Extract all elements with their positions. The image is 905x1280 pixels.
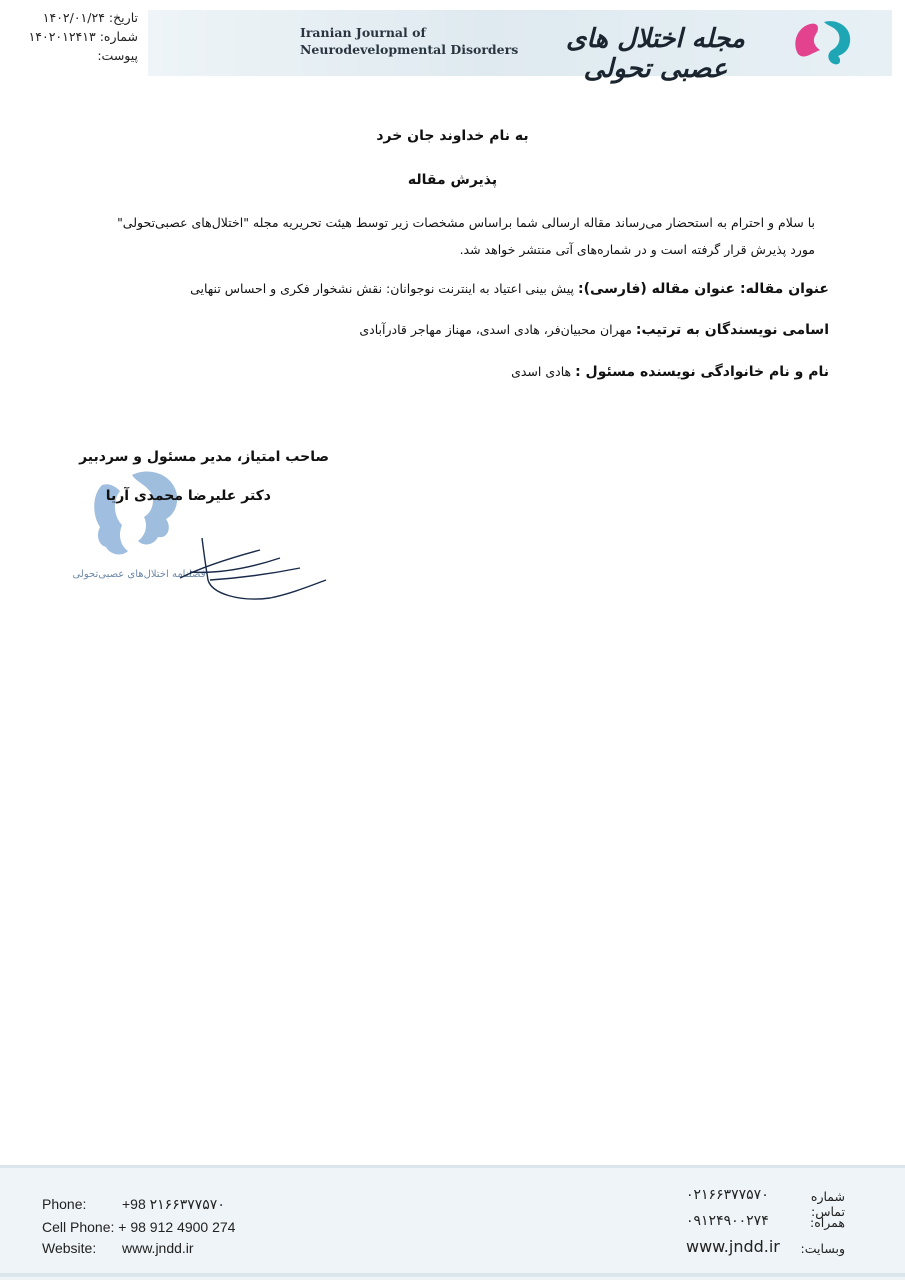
footer-phone-row bbox=[42, 1196, 225, 1213]
journal-logo-icon bbox=[790, 14, 860, 70]
attachment-row bbox=[20, 46, 138, 65]
footer-cell-label: Cell Phone: bbox=[42, 1219, 115, 1235]
footer-fa-website-link[interactable]: www.jndd.ir bbox=[686, 1237, 780, 1256]
article-title-value: پیش بینی اعتیاد به اینترنت نوجوانان: نقش نشخوار فکری و احساس تنهایی bbox=[190, 281, 578, 296]
footer-cell-row bbox=[42, 1219, 235, 1235]
signatory-role: صاحب امتیاز، مدیر مسئول و سردبیر bbox=[79, 449, 329, 465]
footer-fa-mobile-label: همراه: bbox=[810, 1215, 845, 1230]
footer-bottom-rule bbox=[0, 1273, 905, 1277]
contact-footer bbox=[0, 1165, 905, 1280]
footer-website-link[interactable]: www.jndd.ir bbox=[122, 1240, 194, 1256]
letter-metadata bbox=[20, 8, 138, 65]
number-label: شماره: bbox=[99, 29, 138, 44]
journal-persian-name: مجله اختلال های عصبی تحولی bbox=[566, 24, 745, 84]
corresponding-author-value: هادی اسدی bbox=[511, 364, 576, 379]
basmala-heading: به نام خداوند جان خرد bbox=[376, 128, 529, 144]
footer-cell-value: + 98 912 4900 274 bbox=[118, 1219, 236, 1235]
corresponding-author-label: نام و نام خانوادگی نویسنده مسئول : bbox=[575, 364, 829, 380]
acceptance-title: پذیرش مقاله bbox=[407, 172, 498, 188]
authors-value: مهران محبیان‌فر، هادی اسدی، مهناز مهاجر قادرآبادی bbox=[359, 322, 636, 337]
article-title-label: عنوان مقاله: عنوان مقاله (فارسی): bbox=[577, 281, 829, 297]
signature-mark bbox=[150, 528, 330, 608]
article-title-field bbox=[69, 281, 829, 297]
stamp-text: فصلنامه اختلال‌های عصبی‌تحولی bbox=[72, 569, 206, 580]
footer-fa-phone-value: ۰۲۱۶۶۳۷۷۵۷۰ bbox=[686, 1187, 769, 1203]
date-label: تاریخ: bbox=[108, 10, 138, 25]
footer-website-label: Website: bbox=[42, 1240, 97, 1256]
corresponding-author-field bbox=[69, 364, 829, 380]
acceptance-paragraph: با سلام و احترام به استحضار می‌رساند مقاله ارسالی شما براساس مشخصات زیر توسط هیئت تحریریه مجله "اختلال‌های عصبی‌تحولی" مورد پذیرش قرار گرفته است و در شماره‌های آتی منتشر خواهد شد. bbox=[117, 215, 815, 257]
authors-field bbox=[69, 322, 829, 338]
number-value: ۱۴۰۲۰۱۲۴۱۳ bbox=[28, 29, 96, 44]
footer-phone-value: +98 ۲۱۶۶۳۷۷۵۷۰ bbox=[122, 1196, 225, 1212]
footer-website-row bbox=[42, 1240, 194, 1256]
journal-header-band bbox=[148, 10, 892, 84]
footer-fa-mobile-value: ۰۹۱۲۴۹۰۰۲۷۴ bbox=[686, 1213, 769, 1229]
footer-phone-label: Phone: bbox=[42, 1196, 87, 1212]
footer-fa-website-label: وبسایت: bbox=[800, 1241, 845, 1256]
date-row bbox=[20, 8, 138, 27]
footer-top-rule bbox=[0, 1165, 905, 1168]
signatory-name: دکتر علیرضا محمدی آریا bbox=[105, 488, 271, 504]
footer-fa-phone-label: شماره تماس: bbox=[810, 1189, 845, 1219]
authors-label: اسامی نویسندگان به ترتیب: bbox=[635, 322, 829, 338]
journal-english-name: Iranian Journal of Neurodevelopmental Disorders bbox=[300, 25, 519, 57]
attachment-label: پیوست: bbox=[97, 48, 138, 63]
number-row bbox=[20, 27, 138, 46]
date-value: ۱۴۰۲/۰۱/۲۴ bbox=[42, 10, 105, 25]
